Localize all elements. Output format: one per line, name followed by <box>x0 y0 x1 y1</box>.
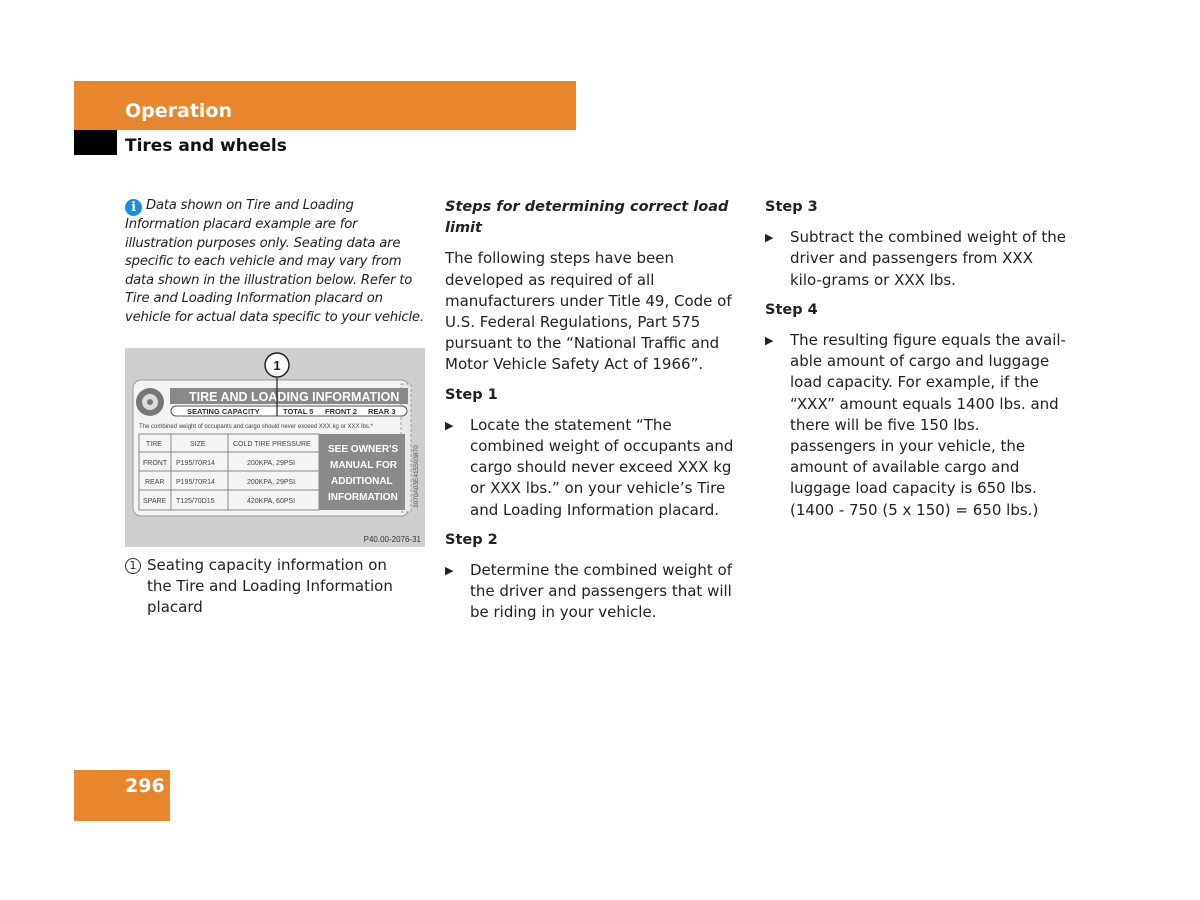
step-bullet <box>765 330 1067 521</box>
step-heading: Step 1 <box>445 386 498 403</box>
table-cell: REAR <box>145 479 165 486</box>
step-bullet <box>445 560 747 624</box>
placard-illustration <box>125 348 425 547</box>
caption-text: Seating capacity information on the Tire and Loading Information placard <box>147 556 393 617</box>
callout-number: 1 <box>273 358 281 373</box>
right-column <box>765 197 1067 521</box>
owner-manual-line: MANUAL FOR <box>330 460 398 471</box>
owner-manual-line: INFORMATION <box>328 492 398 503</box>
bullet-arrow-icon: ▶ <box>765 334 774 348</box>
info-icon: i <box>125 199 142 216</box>
step-text: Locate the statement “The combined weight of occupants and cargo should never exceed XXX kg or XXX lbs.” on your vehicle’s Tire and Loading Information placard. <box>470 415 734 519</box>
section-title: Operation <box>125 100 233 122</box>
table-header-size: SIZE <box>190 441 206 448</box>
combined-weight-line: The combined weight of occupants and cargo should never exceed XXX kg or XXX lbs.* <box>139 424 373 430</box>
placard-serial: 3070A03E415503870 <box>413 445 420 508</box>
step-heading: Step 4 <box>765 301 818 318</box>
page-number: 296 <box>125 775 165 797</box>
step-text: Subtract the combined weight of the driver and passengers from XXX kilo-grams or XXX lbs. <box>790 228 1067 289</box>
table-header-tire: TIRE <box>146 441 162 448</box>
seating-capacity-label: SEATING CAPACITY <box>187 407 260 416</box>
table-cell: P195/70R14 <box>176 460 215 467</box>
table-cell: 200KPA, 29PSI <box>247 460 296 467</box>
step-text: The resulting figure equals the avail-able amount of cargo and luggage load capacity. For example, if the “XXX” amount equals 1400 lbs. and there will be five 150 lbs. passengers in your vehicle, the amount of available cargo and luggage load capacity is 650 lbs. (1400 - 750 (5 x 150) = 650 lbs.) <box>790 331 1066 519</box>
table-cell: P195/70R14 <box>176 479 215 486</box>
placard-title: TIRE AND LOADING INFORMATION <box>189 390 400 404</box>
subsection-title: Tires and wheels <box>125 136 287 156</box>
seating-front: FRONT 2 <box>325 407 358 416</box>
table-cell: T125/70D15 <box>176 498 215 505</box>
table-cell: FRONT <box>143 460 168 467</box>
table-cell: 420KPA, 60PSI <box>247 498 296 505</box>
caption-callout-number: 1 <box>125 558 141 574</box>
figure-caption <box>125 555 425 619</box>
bullet-arrow-icon: ▶ <box>765 231 774 245</box>
steps-heading: Steps for determining correct load limit <box>445 199 729 237</box>
bullet-arrow-icon: ▶ <box>445 418 454 432</box>
table-cell: 200KPA, 29PSI <box>247 479 296 486</box>
tire-loading-placard-figure <box>125 348 425 547</box>
step-heading: Step 3 <box>765 199 818 215</box>
table-header-pressure: COLD TIRE PRESSURE <box>233 441 311 448</box>
tire-icon <box>136 388 164 416</box>
step-bullet <box>445 415 747 521</box>
seating-rear: REAR 3 <box>368 407 396 416</box>
info-note-text: Data shown on Tire and Loading Information placard example are for illustration purposes only. Seating data are specific to each vehicle and may vary from data shown in the illustration below. Refer to Tire and Loading Information placard on vehicle for actual data specific to your vehicle. <box>125 198 424 325</box>
step-bullet <box>765 227 1067 291</box>
left-column <box>125 197 427 328</box>
owner-manual-line: ADDITIONAL <box>331 476 393 487</box>
steps-intro: The following steps have been developed as required of all manufacturers under Title 49, Code of U.S. Federal Regulations, Part 575 pursuant to the “National Traffic and Motor Vehicle Safety Act of 1966”. <box>445 249 732 374</box>
info-note <box>125 197 427 328</box>
bullet-arrow-icon: ▶ <box>445 564 454 578</box>
owner-manual-line: SEE OWNER'S <box>328 444 399 455</box>
figure-id: P40.00-2076-31 <box>363 535 421 544</box>
seating-total: TOTAL 5 <box>283 407 314 416</box>
table-cell: SPARE <box>143 498 167 505</box>
step-heading: Step 2 <box>445 531 498 548</box>
middle-column <box>445 197 747 624</box>
subsection-marker <box>74 130 117 155</box>
step-text: Determine the combined weight of the driver and passengers that will be riding in your vehicle. <box>470 561 733 622</box>
